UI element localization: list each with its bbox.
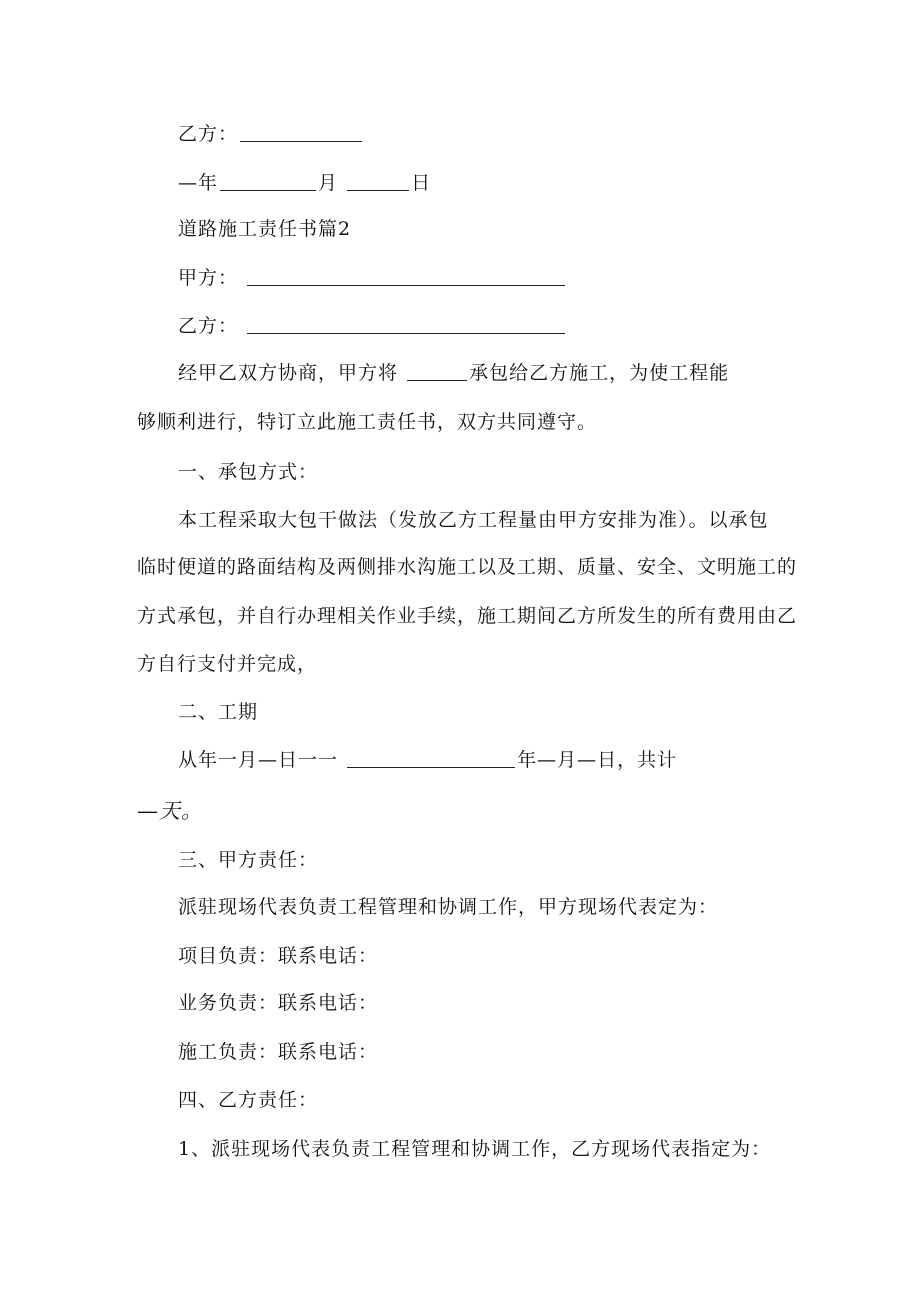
party-b-line (178, 313, 567, 339)
date-month-label: 月 (318, 172, 339, 194)
party-b-duties-item-1: 1、派驻现场代表负责工程管理和协调工作，乙方现场代表指定为： (178, 1138, 772, 1160)
duration-from: 从年一月—日一一 (178, 749, 339, 771)
contact-business: 业务负责：联系电话： (178, 992, 379, 1014)
party-b-label-top: 乙方： (178, 123, 239, 145)
intro-part-2: 承包给乙方施工，为使工程能 (469, 362, 730, 384)
paragraph-1-line-3: 方式承包，并自行办理相关作业手续，施工期间乙方所发生的所有费用由乙 (137, 605, 798, 627)
date-day-blank (347, 172, 409, 191)
heading-duration: 二、工期 (178, 701, 259, 723)
heading-party-b-duties: 四、乙方责任： (178, 1089, 319, 1111)
contact-construction: 施工负责：联系电话： (178, 1041, 379, 1063)
party-a-label: 甲方： (178, 267, 239, 289)
party-b-label: 乙方： (178, 315, 239, 337)
duration-line (178, 747, 677, 773)
party-a-blank (247, 267, 565, 286)
section-title: 道路施工责任书篇2 (178, 218, 352, 240)
paragraph-1-line-2: 临时便道的路面结构及两侧排水沟施工以及工期、质量、安全、文明施工的 (137, 556, 798, 578)
paragraph-1-line-4: 方自行支付并完成， (137, 653, 318, 675)
duration-blank (347, 749, 515, 768)
intro-part-1: 经甲乙双方协商，甲方将 (178, 362, 399, 384)
paragraph-1-line-1: 本工程采取大包干做法（发放乙方工程量由甲方安排为准）。以承包 (178, 509, 769, 531)
heading-party-a-duties: 三、甲方责任： (178, 849, 319, 871)
date-month-blank (220, 172, 316, 191)
party-b-blank (247, 315, 565, 334)
intro-line-1 (178, 360, 729, 386)
party-b-blank-top (240, 123, 362, 142)
contact-project: 项目负责：联系电话： (178, 945, 379, 967)
intro-line-2: 够顺利进行，特订立此施工责任书，双方共同遵守。 (137, 411, 598, 433)
date-day-label: 日 (411, 172, 432, 194)
project-blank (407, 362, 467, 381)
duration-to: 年—月—日，共计 (517, 749, 678, 771)
date-year-label: —年 (178, 172, 219, 194)
party-b-signature-line (178, 121, 364, 147)
duration-days: —天。 (137, 799, 203, 823)
party-a-line (178, 265, 567, 291)
heading-contract-method: 一、承包方式： (178, 461, 319, 483)
date-line (178, 170, 431, 196)
party-a-duties-text: 派驻现场代表负责工程管理和协调工作，甲方现场代表定为： (178, 896, 719, 918)
